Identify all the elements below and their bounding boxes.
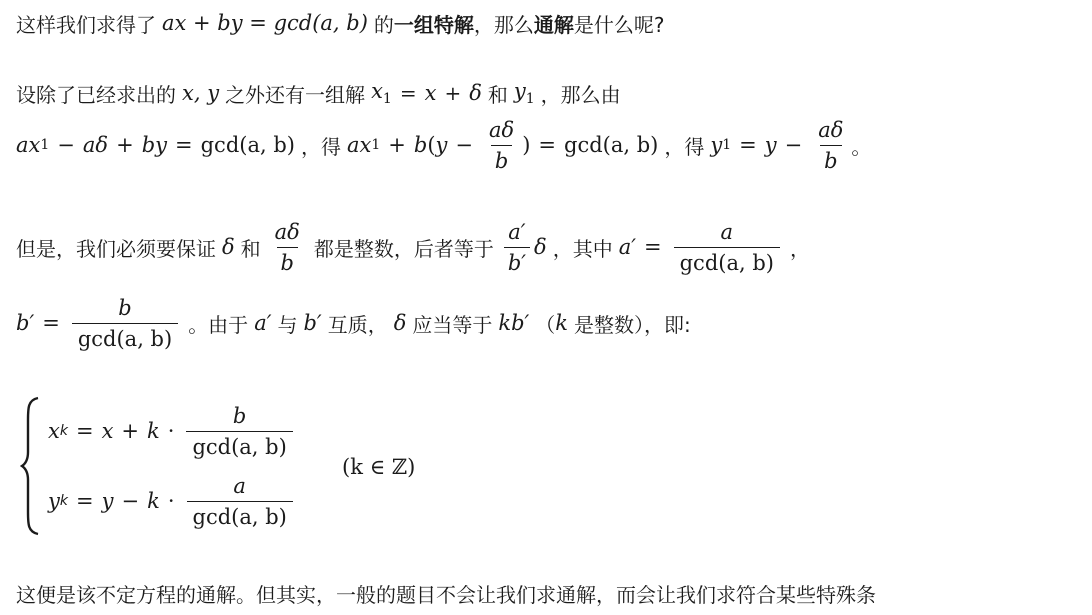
- left-brace: [20, 396, 42, 536]
- text: 之外还有一组解: [225, 82, 366, 107]
- paragraph-conclusion: [16, 578, 876, 608]
- fraction-adelta-b-2: $\frac{a\delta}{b}$: [818, 117, 844, 173]
- text: （: [535, 312, 556, 337]
- paragraph-other-solution: 设除了已经求出的 x, y 之外还有一组解 $x_1$ = x + δ 和 $y_1$ ，那么由: [16, 79, 621, 107]
- paragraph-particular-solution: [16, 8, 665, 38]
- fraction-a-gcd-2: $\frac{a}{\gcd(a, b)}$: [187, 473, 293, 530]
- fraction-b-gcd: $\frac{b}{\gcd(a, b)}$: [72, 295, 178, 352]
- text: ，那么由: [540, 82, 621, 107]
- bold-general-solution: 通解: [533, 12, 574, 37]
- text: 与: [277, 312, 298, 337]
- text: 设除了已经求出的: [16, 82, 176, 107]
- text: 应当等于: [412, 312, 493, 337]
- text: ，得: [300, 134, 341, 159]
- text: ，得: [664, 134, 705, 159]
- math-x1: $x_1$: [371, 79, 392, 107]
- text: 这样我们求得了: [16, 12, 156, 37]
- text: 都是整数，后者等于: [313, 236, 494, 261]
- paragraph-integer-condition: 但是，我们必须要保证 δ 和 $\frac{a\delta}{b}$ 都是整数，后者等于 $\frac{a'}{b'}$ δ ，其中 a′ = $\frac{a}{\gcd(a, b)}$ ，: [16, 219, 810, 275]
- text: 是什么呢?: [573, 12, 665, 37]
- text: 的: [373, 12, 394, 37]
- text: 。由于: [188, 312, 249, 337]
- system-row-x: x k = x + k · $\frac{b}{\gcd(a, b)}$: [48, 398, 297, 464]
- fraction-b-gcd-2: $\frac{b}{\gcd(a, b)}$: [186, 403, 292, 460]
- text: ，: [789, 236, 810, 261]
- math-vars: x, y: [182, 81, 220, 105]
- fraction-aprime-bprime: $\frac{a'}{b'}$: [504, 219, 530, 276]
- text: 互质，: [327, 312, 388, 337]
- fraction-adelta-b: $\frac{a\delta}{b}$: [489, 117, 515, 173]
- text: 和: [240, 236, 261, 261]
- text: ，那么: [473, 12, 534, 37]
- text: 是整数），即:: [574, 312, 691, 337]
- text: ，其中: [552, 236, 613, 261]
- bold-particular-solution: 一组特解: [393, 12, 474, 37]
- system-domain: (k ∈ ℤ): [342, 455, 416, 479]
- equation-line-derivation: a x 1 − aδ + by = gcd(a, b) ，得 a x 1 + b ( y − $\frac{a\delta}{b}$ ) = gcd(a, b) ，得 y 1 = y − $\frac{a\delta}{b}$ 。: [16, 117, 872, 173]
- paragraph-coprime: b′ = $\frac{b}{\gcd(a, b)}$ 。由于 a′ 与 b′ 互质， δ 应当等于 kb′ （ k 是整数），即:: [16, 295, 691, 351]
- fraction-a-gcd: $\frac{a}{\gcd(a, b)}$: [674, 219, 780, 276]
- text: 和: [487, 82, 508, 107]
- math-y1: $y_1$: [513, 79, 535, 107]
- system-row-y: y k = y − k · $\frac{a}{\gcd(a, b)}$: [48, 468, 297, 534]
- fraction-adelta-b-3: $\frac{a\delta}{b}$: [274, 219, 300, 275]
- text: 但是，我们必须要保证: [16, 236, 216, 261]
- text: 。: [851, 134, 872, 159]
- equation-bezout: ax + by = gcd(a, b): [162, 11, 368, 35]
- text: 这便是该不定方程的通解。但其实，一般的题目不会让我们求通解，而会让我们求符合某些特殊条: [16, 582, 876, 607]
